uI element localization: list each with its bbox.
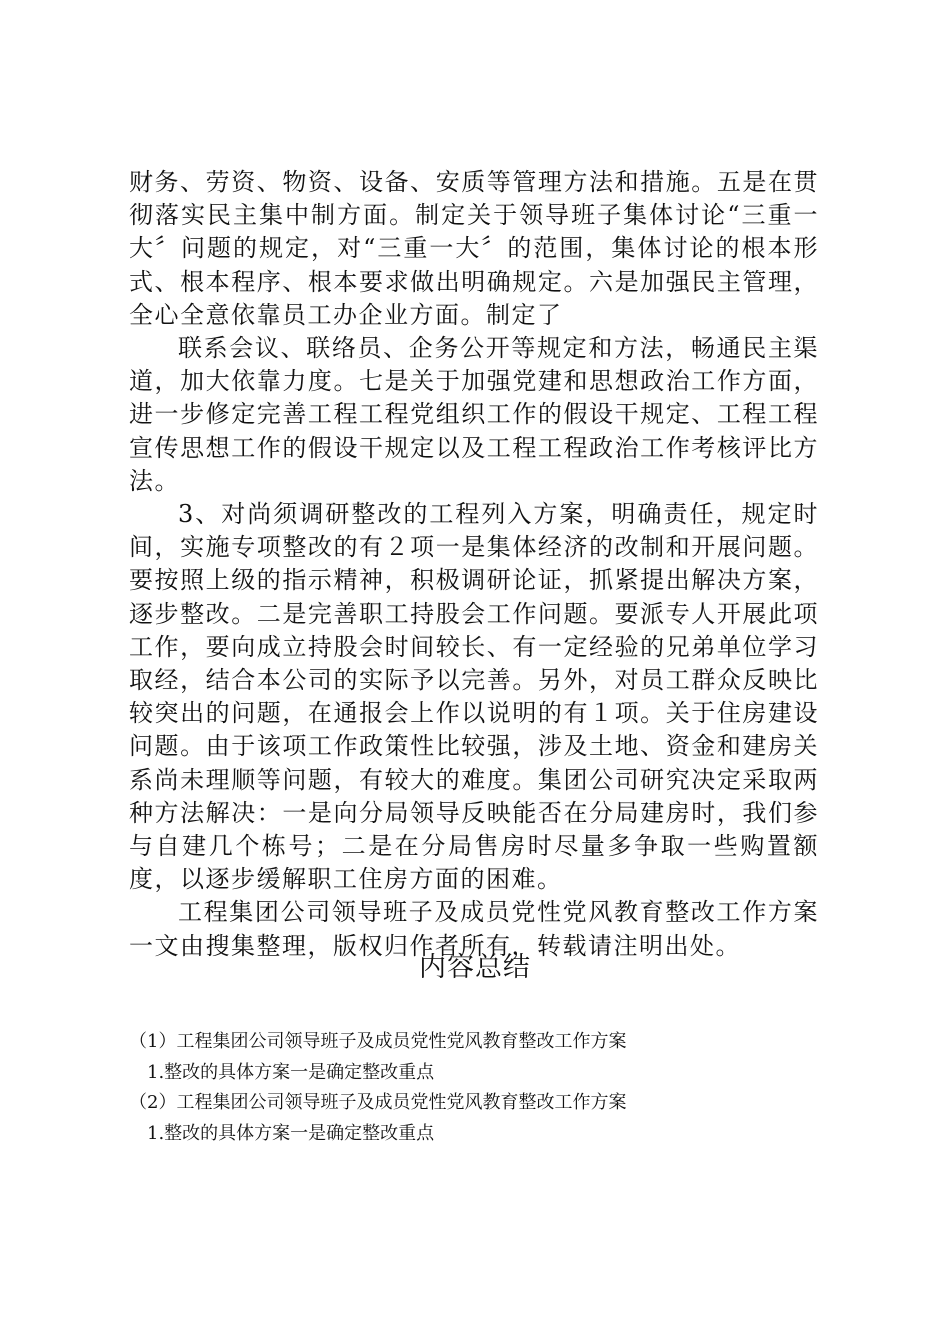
paragraph-1: 财务、劳资、物资、设备、安质等管理方法和措施。五是在贯彻落实民主集中制方面。制定关于领导班子集体讨论“三重一大〞问题的规定，对“三重一大〞的范围，集体讨论的根本形式、根本程序、根本要求做出明确规定。六是加强民主管理，全心全意依靠员工办企业方面。制定了 bbox=[129, 168, 819, 329]
summary-subitem: 1.整改的具体方案一是确定整改重点 bbox=[147, 1122, 435, 1144]
summary-subitem: 1.整改的具体方案一是确定整改重点 bbox=[147, 1061, 435, 1083]
summary-list bbox=[129, 1027, 829, 1149]
paragraph-3: 3、对尚须调研整改的工程列入方案，明确责任，规定时间，实施专项整改的有２项一是集体经济的改制和开展问题。要按照上级的指示精神，积极调研论证，抓紧提出解决方案，逐步整改。二是完善职工持股会工作问题。要派专人开展此项工作，要向成立持股会时间较长、有一定经验的兄弟单位学习取经，结合本公司的实际予以完善。另外，对员工群众反映比较突出的问题，在通报会上作以说明的有１项。关于住房建设问题。由于该项工作政策性比较强，涉及土地、资金和建房关系尚未理顺等问题，有较大的难度。集团公司研究决定采取两种方法解决：一是向分局领导反映能否在分局建房时，我们参与自建几个栋号；二是在分局售房时尽量多争取一些购置额度，以逐步缓解职工住房方面的困难。 bbox=[129, 500, 819, 894]
document-body bbox=[129, 166, 819, 963]
summary-title: 内容总结 bbox=[419, 952, 531, 983]
paragraph-2: 联系会议、联络员、企务公开等规定和方法，畅通民主渠道，加大依靠力度。七是关于加强党建和思想政治工作方面，进一步修定完善工程工程党组织工作的假设干规定、工程工程宣传思想工作的假设干规定以及工程工程政治工作考核评比方法。 bbox=[129, 334, 819, 495]
summary-item: （1）工程集团公司领导班子及成员党性党风教育整改工作方案 bbox=[129, 1031, 627, 1052]
summary-item: （2）工程集团公司领导班子及成员党性党风教育整改工作方案 bbox=[129, 1092, 627, 1113]
paragraph-4: 工程集团公司领导班子及成员党性党风教育整改工作方案一文由搜集整理，版权归作者所有，转载请注明出处。 bbox=[129, 898, 819, 960]
